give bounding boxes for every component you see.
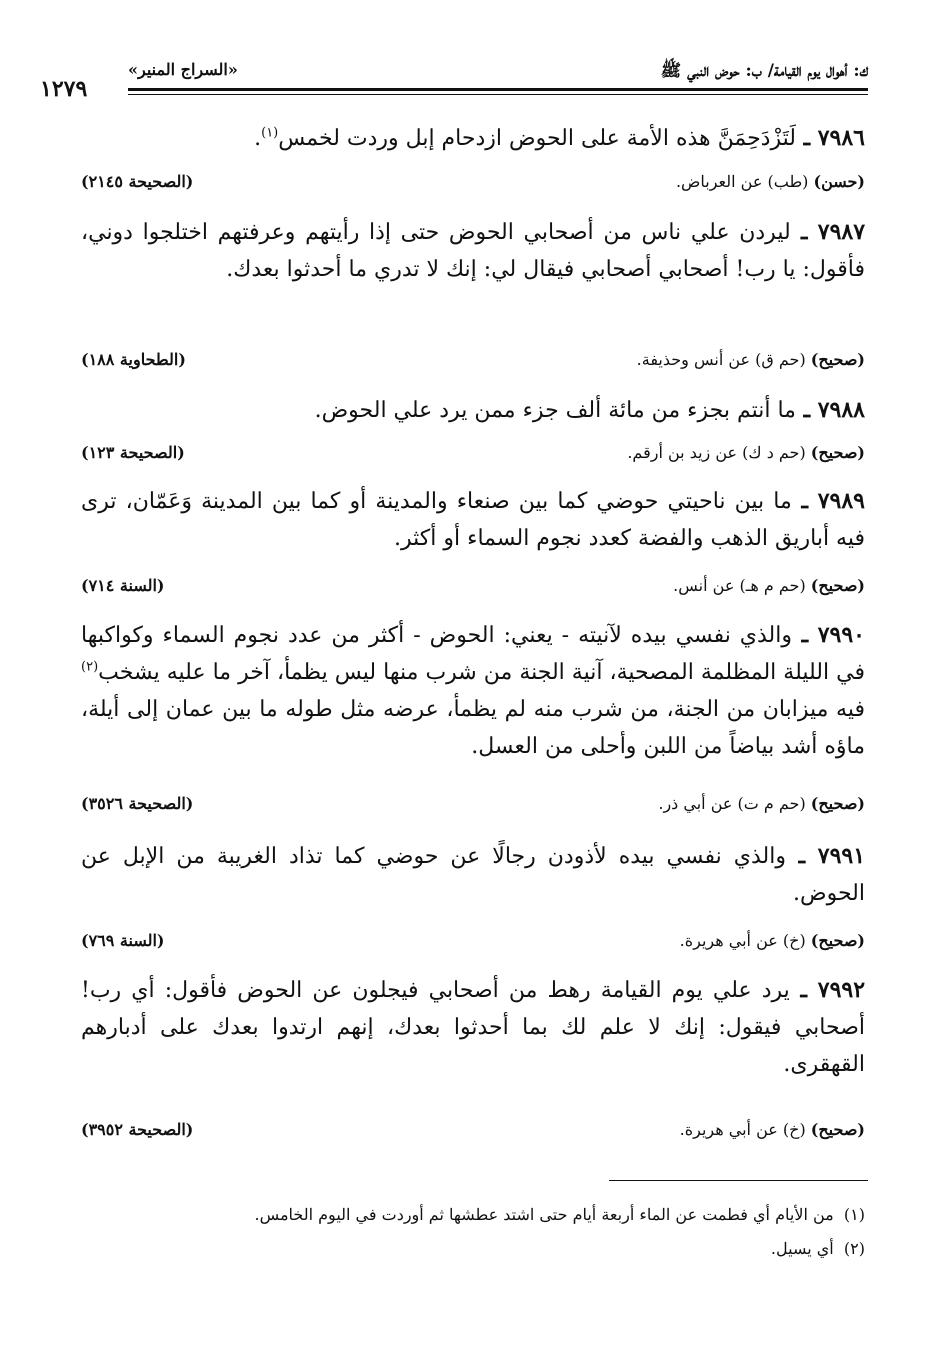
grade: (صحيح) xyxy=(810,576,865,595)
hadith-text: ٧٩٩١ ـ والذي نفسي بيده لأذودن رجالًا عن حوضي كما تذاد الغريبة من الإبل عن الحوض. xyxy=(81,843,866,906)
hadith-7990 xyxy=(81,617,865,765)
reference: (السنة ٧١٤) xyxy=(81,576,165,595)
book-title: «السراج المنير» xyxy=(128,60,238,79)
grade-line xyxy=(680,931,865,950)
reference: (الطحاوية ١٨٨) xyxy=(81,350,186,369)
hadith-number: ٧٩٨٨ xyxy=(817,397,865,423)
hadith-7987 xyxy=(81,214,865,288)
reference: (السنة ٧٦٩) xyxy=(81,931,165,950)
hadith-source-7987 xyxy=(81,350,865,374)
hadith-number: ٧٩٩٢ xyxy=(817,977,866,1003)
hadith-7988 xyxy=(81,392,865,429)
hadith-body: ما بين ناحيتي حوضي كما بين صنعاء والمدينة أو كما بين المدينة وَعَمّان، ترى فيه أباريق الذهب والفضة كعدد نجوم السماء أو أكثر. xyxy=(81,489,865,551)
grade-line xyxy=(673,576,865,595)
footnote-mark: (٢) xyxy=(81,659,99,675)
hadith-number: ٧٩٨٧ xyxy=(817,219,866,245)
hadith-number: ٧٩٩١ xyxy=(817,843,866,869)
hadith-text: ٧٩٩٢ ـ يرد علي يوم القيامة رهط من أصحابي فيجلون عن الحوض فأقول: أي رب! أصحابي فيقول: إنك لا علم لك بما أحدثوا بعدك، إنهم ارتدوا بعدك على أدبارهم القهقرى. xyxy=(81,977,866,1077)
hadith-7986 xyxy=(81,120,865,157)
footnote-text: من الأيام أي فطمت عن الماء أربعة أيام حتى اشتد عطشها ثم أوردت في اليوم الخامس. xyxy=(254,1205,834,1224)
hadith-body: ليردن علي ناس من أصحابي الحوض حتى إذا رأيتهم وعرفتهم اختلجوا دوني، فأقول: يا رب! أصحابي أصحابي فيقال لي: إنك لا تدري ما أحدثوا بعدك. xyxy=(81,220,865,282)
hadith-text: ٧٩٩٠ ـ والذي نفسي بيده لآنيته - يعني: الحوض - أكثر من عدد نجوم السماء وكواكبها في الليلة المظلمة المصحية، آنية الجنة من شرب منها ليس يظمأ، آخر ما عليه يشخب$^{(٢)}$ فيه ميزابان من الجنة، من شرب منه لم يظمأ، عرضه مثل طوله ما بين عمان إلى أيلة، ماؤه أشد بياضاً من اللبن وأحلى من العسل. xyxy=(81,622,865,759)
grade: (صحيح) xyxy=(810,931,865,950)
grade-line xyxy=(676,172,865,191)
footnote-text: أي يسيل. xyxy=(770,1239,834,1258)
sources: (خ) عن أبي هريرة. xyxy=(679,1120,806,1139)
sources: (حم د ك) عن زيد بن أرقم. xyxy=(627,443,806,462)
header-rule-thin xyxy=(128,94,868,95)
footnote-number: (١) xyxy=(843,1205,865,1224)
grade: (صحيح) xyxy=(810,443,865,462)
hadith-number: ٧٩٩٠ xyxy=(817,622,865,648)
hadith-number: ٧٩٨٦ xyxy=(817,125,865,151)
grade-line xyxy=(627,443,865,462)
reference: (الصحيحة ٢١٤٥) xyxy=(81,172,194,191)
hadith-source-7986 xyxy=(81,172,865,196)
hadith-text: ٧٩٨٨ ـ ما أنتم بجزء من مائة ألف جزء ممن يرد علي الحوض. xyxy=(314,397,865,423)
hadith-text: ٧٩٨٧ ـ ليردن علي ناس من أصحابي الحوض حتى إذا رأيتهم وعرفتهم اختلجوا دوني، فأقول: يا رب! أصحابي أصحابي فيقال لي: إنك لا تدري ما أحدثوا بعدك. xyxy=(81,219,866,282)
hadith-source-7990 xyxy=(81,794,865,818)
grade: (حسن) xyxy=(813,172,865,191)
hadith-body: والذي نفسي بيده لأذودن رجالًا عن حوضي كما تذاد الغريبة من الإبل عن الحوض. xyxy=(81,844,865,906)
hadith-source-7989 xyxy=(81,576,865,600)
footnote-mark: (١) xyxy=(261,125,279,141)
grade: (صحيح) xyxy=(810,350,865,369)
hadith-body: ما أنتم بجزء من مائة ألف جزء ممن يرد علي الحوض. xyxy=(314,398,796,423)
hadith-body: يرد علي يوم القيامة رهط من أصحابي فيجلون عن الحوض فأقول: أي رب! أصحابي فيقول: إنك لا علم لك بما أحدثوا بعدك، إنهم ارتدوا بعدك على أدبارهم القهقرى. xyxy=(81,978,865,1077)
sources: (حم ق) عن أنس وحذيفة. xyxy=(636,350,806,369)
hadith-text: ٧٩٨٩ ـ ما بين ناحيتي حوضي كما بين صنعاء والمدينة أو كما بين المدينة وَعَمّان، ترى فيه أباريق الذهب والفضة كعدد نجوم السماء أو أكثر. xyxy=(81,488,865,551)
hadith-number: ٧٩٨٩ xyxy=(817,488,865,514)
chapter-title: ك: أهوال يوم القيامة/ ب: حوض النبي ﷺ xyxy=(660,61,868,81)
hadith-source-7988 xyxy=(81,443,865,467)
footnote-1 xyxy=(81,1204,865,1226)
sources: (حم م ت) عن أبي ذر. xyxy=(658,794,806,813)
footnote-number: (٢) xyxy=(843,1239,865,1258)
sources: (طب) عن العرباض. xyxy=(675,172,809,191)
reference: (الصحيحة ١٢٣) xyxy=(81,443,185,462)
header-rule-thick xyxy=(128,88,868,91)
footnote-2 xyxy=(81,1238,865,1260)
hadith-text: ٧٩٨٦ ـ لَتَزْدَحِمَنَّ هذه الأمة على الحوض ازدحام إبل وردت لخمس$^{(١)}$. xyxy=(254,125,865,151)
hadith-7991 xyxy=(81,838,865,912)
grade-line xyxy=(658,794,865,813)
running-header xyxy=(40,60,868,102)
page-number: ١٢٧٩ xyxy=(40,76,88,102)
reference: (الصحيحة ٣٩٥٢) xyxy=(81,1120,194,1139)
sources: (حم م هـ) عن أنس. xyxy=(673,576,806,595)
footnote-separator xyxy=(609,1180,868,1181)
hadith-7992 xyxy=(81,972,865,1083)
grade: (صحيح) xyxy=(810,1120,865,1139)
hadith-body: لَتَزْدَحِمَنَّ هذه الأمة على الحوض ازدحام إبل وردت لخمس xyxy=(278,126,796,151)
grade-line xyxy=(637,350,865,369)
hadith-source-7992 xyxy=(81,1120,865,1144)
hadith-body: والذي نفسي بيده لآنيته - يعني: الحوض - أكثر من عدد نجوم السماء وكواكبها في الليلة المظلمة المصحية، آنية الجنة من شرب منها ليس يظمأ، آخر ما عليه يشخب xyxy=(81,623,865,685)
sources: (خ) عن أبي هريرة. xyxy=(679,931,806,950)
grade-line xyxy=(680,1120,865,1139)
hadith-source-7991 xyxy=(81,931,865,955)
reference: (الصحيحة ٣٥٢٦) xyxy=(81,794,194,813)
hadith-7989 xyxy=(81,483,865,557)
grade: (صحيح) xyxy=(810,794,865,813)
